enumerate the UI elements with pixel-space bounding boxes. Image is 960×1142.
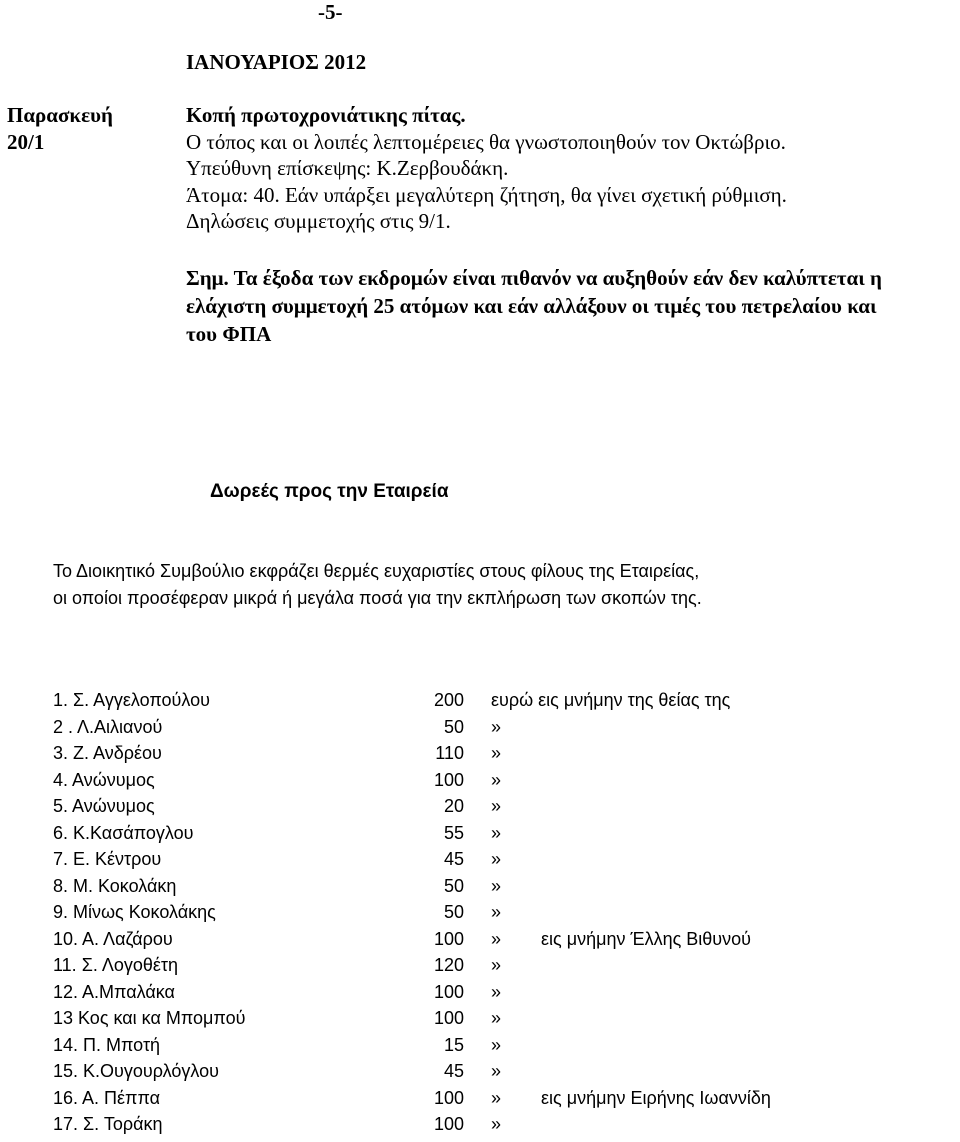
donor-name: 13 Κος και κα Μπομπού: [53, 1008, 246, 1028]
donor-name: 16. Α. Πέππα: [53, 1088, 161, 1108]
event-day-name: Παρασκευή: [7, 103, 113, 127]
donation-amount: 50: [443, 717, 464, 737]
donor-name: 14. Π. Μποτή: [53, 1035, 161, 1055]
donation-amount: 100: [433, 1008, 464, 1028]
page-number: -5-: [318, 0, 343, 24]
ditto-mark: »: [491, 743, 502, 763]
donor-name: 3. Ζ. Ανδρέου: [53, 743, 162, 763]
ditto-mark: »: [491, 1035, 502, 1055]
donor-name: 10. Α. Λαζάρου: [53, 929, 173, 949]
donation-note: εις μνήμην Έλλης Βιθυνού: [541, 929, 751, 949]
donation-amount: 55: [443, 823, 464, 843]
event-title: Κοπή πρωτοχρονιάτικης πίτας.: [186, 103, 466, 127]
donor-name: 1. Σ. Αγγελοπούλου: [53, 690, 210, 710]
donor-name: 11. Σ. Λογοθέτη: [53, 955, 179, 975]
donor-name: 5. Ανώνυμος: [53, 796, 155, 816]
donation-amount: 100: [433, 1114, 464, 1134]
list-item: [0, 955, 960, 981]
ditto-mark: »: [491, 982, 502, 1002]
list-item: [0, 876, 960, 902]
ditto-mark: »: [491, 796, 502, 816]
donation-amount: 45: [443, 1061, 464, 1081]
donation-note: ευρώ εις μνήμην της θείας της: [491, 690, 731, 710]
donation-amount: 45: [443, 849, 464, 869]
donor-name: 8. Μ. Κοκολάκη: [53, 876, 177, 896]
ditto-mark: »: [491, 823, 502, 843]
note-line: Σημ. Τα έξοδα των εκδρομών είναι πιθανόν να αυξηθούν εάν δεν καλύπτεται η: [186, 266, 882, 290]
donation-amount: 100: [433, 770, 464, 790]
donor-name: 15. Κ.Ουγουρλόγλου: [53, 1061, 219, 1081]
donations-heading: Δωρεές προς την Εταιρεία: [210, 481, 449, 502]
month-heading: ΙΑΝΟΥΑΡΙΟΣ 2012: [186, 50, 367, 74]
list-item: [0, 1035, 960, 1061]
ditto-mark: »: [491, 929, 502, 949]
list-item: [0, 796, 960, 822]
list-item: [0, 690, 960, 716]
ditto-mark: »: [491, 849, 502, 869]
donor-name: 9. Μίνως Κοκολάκης: [53, 902, 216, 922]
ditto-mark: »: [491, 1008, 502, 1028]
list-item: [0, 849, 960, 875]
ditto-mark: »: [491, 876, 502, 896]
list-item: [0, 929, 960, 955]
donor-name: 2 . Λ.Αιλιανού: [53, 717, 163, 737]
ditto-mark: »: [491, 902, 502, 922]
event-detail-line: Δηλώσεις συμμετοχής στις 9/1.: [186, 209, 451, 233]
list-item: [0, 1008, 960, 1034]
event-detail-line: Υπεύθυνη επίσκεψης: Κ.Ζερβουδάκη.: [186, 156, 509, 180]
donation-amount: 20: [443, 796, 464, 816]
donation-amount: 120: [433, 955, 464, 975]
donation-amount: 110: [435, 743, 464, 763]
list-item: [0, 982, 960, 1008]
donation-amount: 200: [433, 690, 464, 710]
donations-intro-line: οι οποίοι προσέφεραν μικρά ή μεγάλα ποσά για την εκπλήρωση των σκοπών της.: [53, 588, 702, 608]
list-item: [0, 717, 960, 743]
donor-name: 4. Ανώνυμος: [53, 770, 155, 790]
donation-amount: 100: [433, 929, 464, 949]
list-item: [0, 1114, 960, 1140]
event-date: 20/1: [7, 130, 45, 154]
ditto-mark: »: [491, 955, 502, 975]
donation-amount: 50: [443, 902, 464, 922]
note-line: του ΦΠΑ: [186, 322, 272, 346]
ditto-mark: »: [491, 1061, 502, 1081]
donation-amount: 100: [433, 982, 464, 1002]
event-detail-line: Ο τόπος και οι λοιπές λεπτομέρειες θα γνωστοποιηθούν τον Οκτώβριο.: [186, 130, 786, 154]
list-item: [0, 1061, 960, 1087]
donations-intro-line: Το Διοικητικό Συμβούλιο εκφράζει θερμές ευχαριστίες στους φίλους της Εταιρείας,: [53, 561, 700, 581]
donation-amount: 15: [443, 1035, 464, 1055]
ditto-mark: »: [491, 717, 502, 737]
note-line: ελάχιστη συμμετοχή 25 ατόμων και εάν αλλάξουν οι τιμές του πετρελαίου και: [186, 294, 877, 318]
list-item: [0, 743, 960, 769]
list-item: [0, 770, 960, 796]
donor-name: 17. Σ. Τοράκη: [53, 1114, 163, 1134]
ditto-mark: »: [491, 1088, 502, 1108]
ditto-mark: »: [491, 770, 502, 790]
donor-name: 12. Α.Μπαλάκα: [53, 982, 175, 1002]
list-item: [0, 823, 960, 849]
donation-amount: 100: [433, 1088, 464, 1108]
donation-note: εις μνήμην Ειρήνης Ιωαννίδη: [541, 1088, 771, 1108]
donor-name: 6. Κ.Κασάπογλου: [53, 823, 194, 843]
event-detail-line: Άτομα: 40. Εάν υπάρξει μεγαλύτερη ζήτηση, θα γίνει σχετική ρύθμιση.: [186, 183, 787, 207]
ditto-mark: »: [491, 1114, 502, 1134]
donor-name: 7. Ε. Κέντρου: [53, 849, 162, 869]
list-item: [0, 1088, 960, 1114]
donation-amount: 50: [443, 876, 464, 896]
list-item: [0, 902, 960, 928]
